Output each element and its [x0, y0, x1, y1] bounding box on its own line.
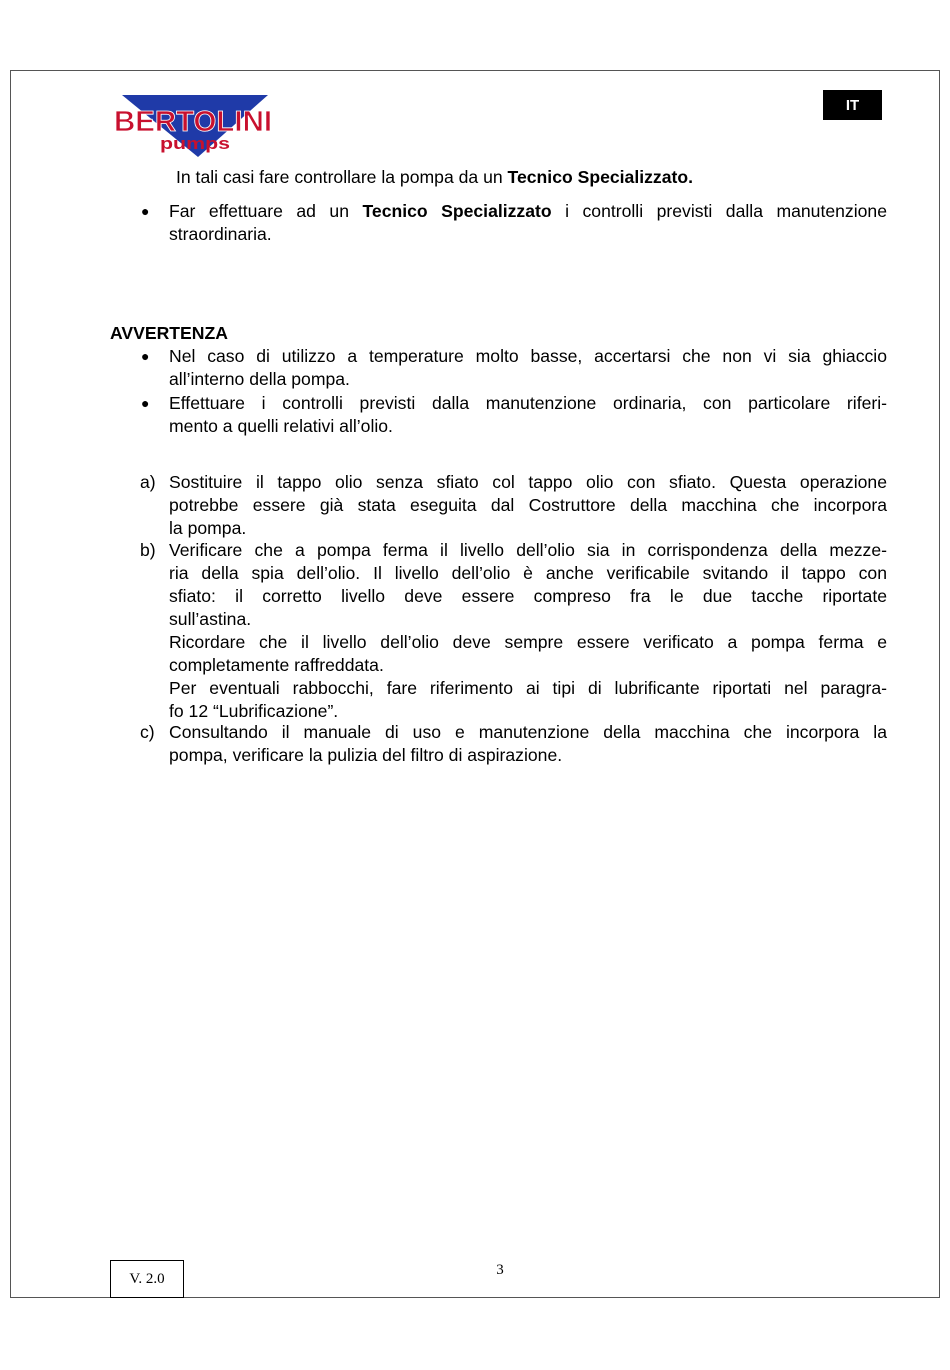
intro-line: [176, 166, 693, 189]
bertolini-logo: [112, 93, 274, 159]
step-line: completamente raffreddata.: [169, 655, 384, 675]
step-marker: a): [140, 472, 156, 492]
bullet-first-line: straordinaria.: [169, 224, 272, 244]
step-line: Verificare che a pompa ferma il livello dell’olio sia in corrispondenza della mezze-: [169, 540, 887, 560]
intro-text: In tali casi fare controllare la pompa da un: [176, 167, 508, 187]
bullet-first-post: i controlli previsti dalla manutenzione: [551, 201, 887, 221]
step-c: [169, 721, 887, 767]
step-line: sull’astina.: [169, 609, 252, 629]
step-line: la pompa.: [169, 518, 247, 538]
warning-heading: AVVERTENZA: [110, 323, 228, 343]
bullet-first-line: [169, 200, 887, 223]
page-number: 3: [496, 1262, 504, 1278]
step-line: pompa, verificare la pulizia del filtro di aspirazione.: [169, 745, 563, 765]
step-line: fo 12 “Lubrificazione”.: [169, 701, 339, 721]
step-marker: c): [140, 722, 155, 742]
bullet-first-bold: Tecnico Specializzato: [362, 201, 552, 221]
logo-sub-text: pumps: [160, 134, 230, 153]
warning-line: Nel caso di utilizzo a temperature molto basse, accertarsi che non vi sia ghiaccio: [169, 346, 887, 366]
warning-item: [169, 345, 887, 391]
bullet-first-pre: Far effettuare ad un: [169, 201, 363, 221]
intro-bold: Tecnico Specializzato.: [507, 167, 693, 187]
language-badge: IT: [823, 90, 882, 120]
step-a: [169, 471, 887, 540]
warning-line: all’interno della pompa.: [169, 369, 350, 389]
bullet-dot: ●: [141, 348, 150, 364]
bullet-first: [169, 200, 887, 246]
bullet-dot: ●: [141, 395, 150, 411]
step-line: ria della spia dell’olio. Il livello dell’olio è anche verificabile svitando il tappo con: [169, 563, 887, 583]
step-b: [169, 539, 887, 723]
step-marker: b): [140, 540, 156, 560]
step-line: Per eventuali rabbocchi, fare riferimento ai tipi di lubrificante riportati nel paragra-: [169, 678, 887, 698]
logo-brand-text: BERTOLINI: [114, 106, 272, 138]
warning-line: mento a quelli relativi all’olio.: [169, 416, 393, 436]
step-line: Consultando il manuale di uso e manutenzione della macchina che incorpora la: [169, 722, 887, 742]
step-line: Sostituire il tappo olio senza sfiato col tappo olio con sfiato. Questa operazione: [169, 472, 887, 492]
step-line: Ricordare che il livello dell’olio deve sempre essere verificato a pompa ferma e: [169, 632, 887, 652]
version-box: V. 2.0: [110, 1260, 184, 1298]
step-line: sfiato: il corretto livello deve essere compreso fra le due tacche riportate: [169, 586, 887, 606]
step-line: potrebbe essere già stata eseguita dal Costruttore della macchina che incorpora: [169, 495, 887, 515]
warning-item: [169, 392, 887, 438]
warning-line: Effettuare i controlli previsti dalla manutenzione ordinaria, con particolare riferi-: [169, 393, 887, 413]
bullet-dot: ●: [141, 203, 150, 219]
